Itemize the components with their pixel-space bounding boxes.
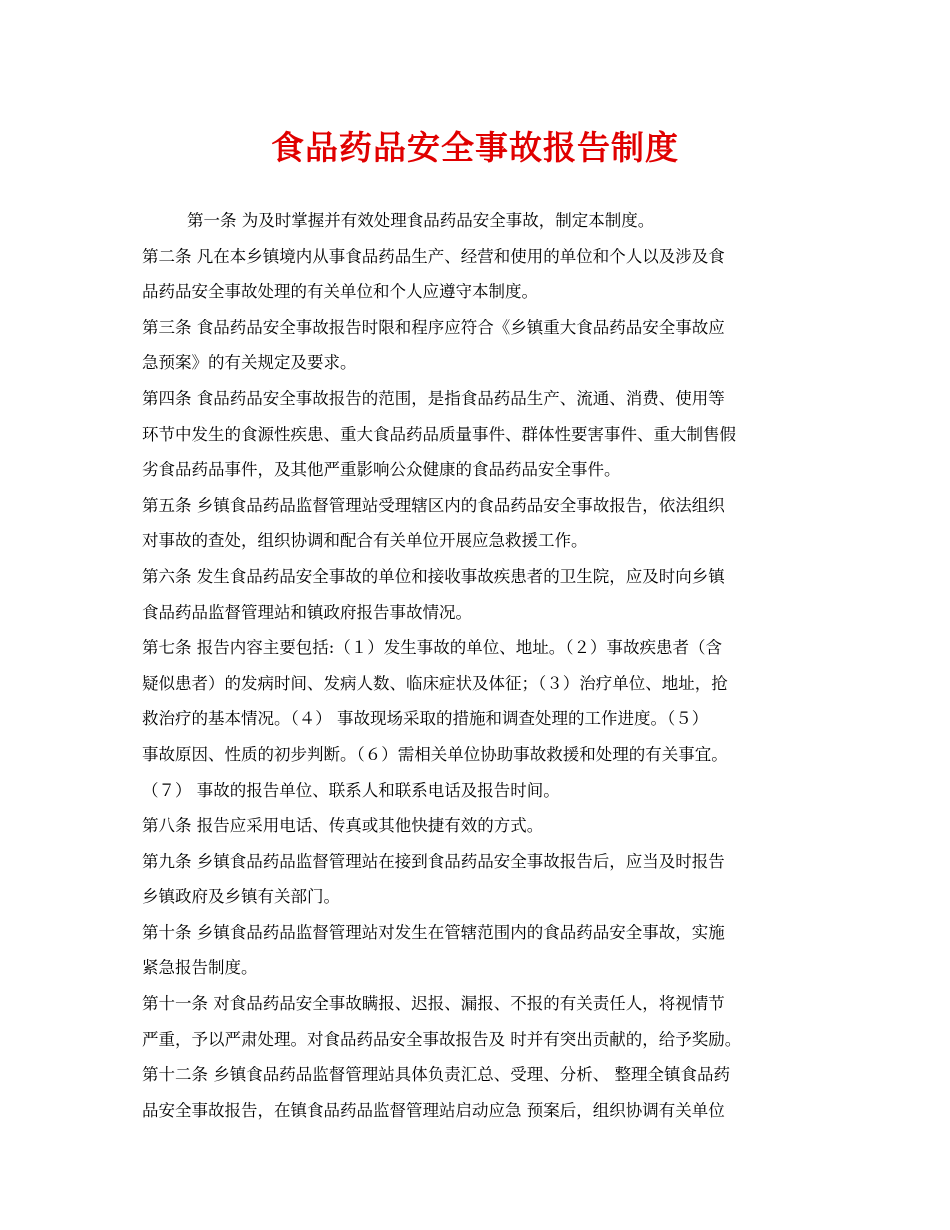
text-line: 第七条 报告内容主要包括:（１）发生事故的单位、地址。（２）事故疾患者（含	[142, 638, 723, 658]
text-line: 第一条 为及时掌握并有效处理食品药品安全事故，制定本制度。	[187, 211, 655, 230]
text-line: 第十二条 乡镇食品药品监督管理站具体负责汇总、受理、分析、 整理全镇食品药	[142, 1065, 730, 1085]
text-line: 紧急报告制度。	[142, 958, 258, 978]
text-line: 品药品安全事故处理的有关单位和个人应遵守本制度。	[142, 282, 538, 302]
text-line: 乡镇政府及乡镇有关部门。	[142, 887, 340, 907]
text-line: 食品药品监督管理站和镇政府报告事故情况。	[142, 602, 472, 622]
text-line: 第九条 乡镇食品药品监督管理站在接到食品药品安全事故报告后，应当及时报告	[142, 851, 725, 871]
text-line: 救治疗的基本情况。（４） 事故现场采取的措施和调查处理的工作进度。（５）	[142, 709, 709, 729]
text-line: 第二条 凡在本乡镇境内从事食品药品生产、经营和使用的单位和个人以及涉及食	[142, 246, 725, 266]
text-line: 第十条 乡镇食品药品监督管理站对发生在管辖范围内的食品药品安全事故，实施	[142, 922, 725, 942]
text-line: 事故原因、性质的初步判断。（６）需相关单位协助事故救援和处理的有关事宜。	[142, 744, 728, 764]
text-line: 对事故的查处，组织协调和配合有关单位开展应急救援工作。	[142, 531, 588, 551]
text-line: 第三条 食品药品安全事故报告时限和程序应符合《乡镇重大食品药品安全事故应	[142, 317, 725, 337]
text-line: 环节中发生的食源性疾患、重大食品药品质量事件、群体性要害事件、重大制售假	[142, 424, 736, 444]
text-line: 品安全事故报告，在镇食品药品监督管理站启动应急 预案后，组织协调有关单位	[142, 1100, 725, 1120]
text-line: 严重，予以严肃处理。对食品药品安全事故报告及 时并有突出贡献的，给予奖励。	[142, 1029, 742, 1049]
document-title: 食品药品安全事故报告制度	[271, 128, 679, 167]
text-line: 第六条 发生食品药品安全事故的单位和接收事故疾患者的卫生院，应及时向乡镇	[142, 566, 725, 586]
text-line: 急预案》的有关规定及要求。	[142, 353, 357, 373]
text-line: 第五条 乡镇食品药品监督管理站受理辖区内的食品药品安全事故报告，依法组织	[142, 495, 725, 515]
text-line: （７） 事故的报告单位、联系人和联系电话及报告时间。	[142, 780, 560, 800]
text-line: 疑似患者）的发病时间、发病人数、临床症状及体征；（３）治疗单位、地址，抢	[142, 673, 728, 693]
document-body	[142, 203, 818, 1128]
text-line: 第十一条 对食品药品安全事故瞒报、迟报、漏报、不报的有关责任人，将视情节	[142, 994, 725, 1014]
text-line: 第八条 报告应采用电话、传真或其他快捷有效的方式。	[142, 816, 544, 836]
text-line: 劣食品药品事件，及其他严重影响公众健康的食品药品安全事件。	[142, 460, 621, 480]
text-line: 第四条 食品药品安全事故报告的范围，是指食品药品生产、流通、消费、使用等	[142, 388, 725, 408]
